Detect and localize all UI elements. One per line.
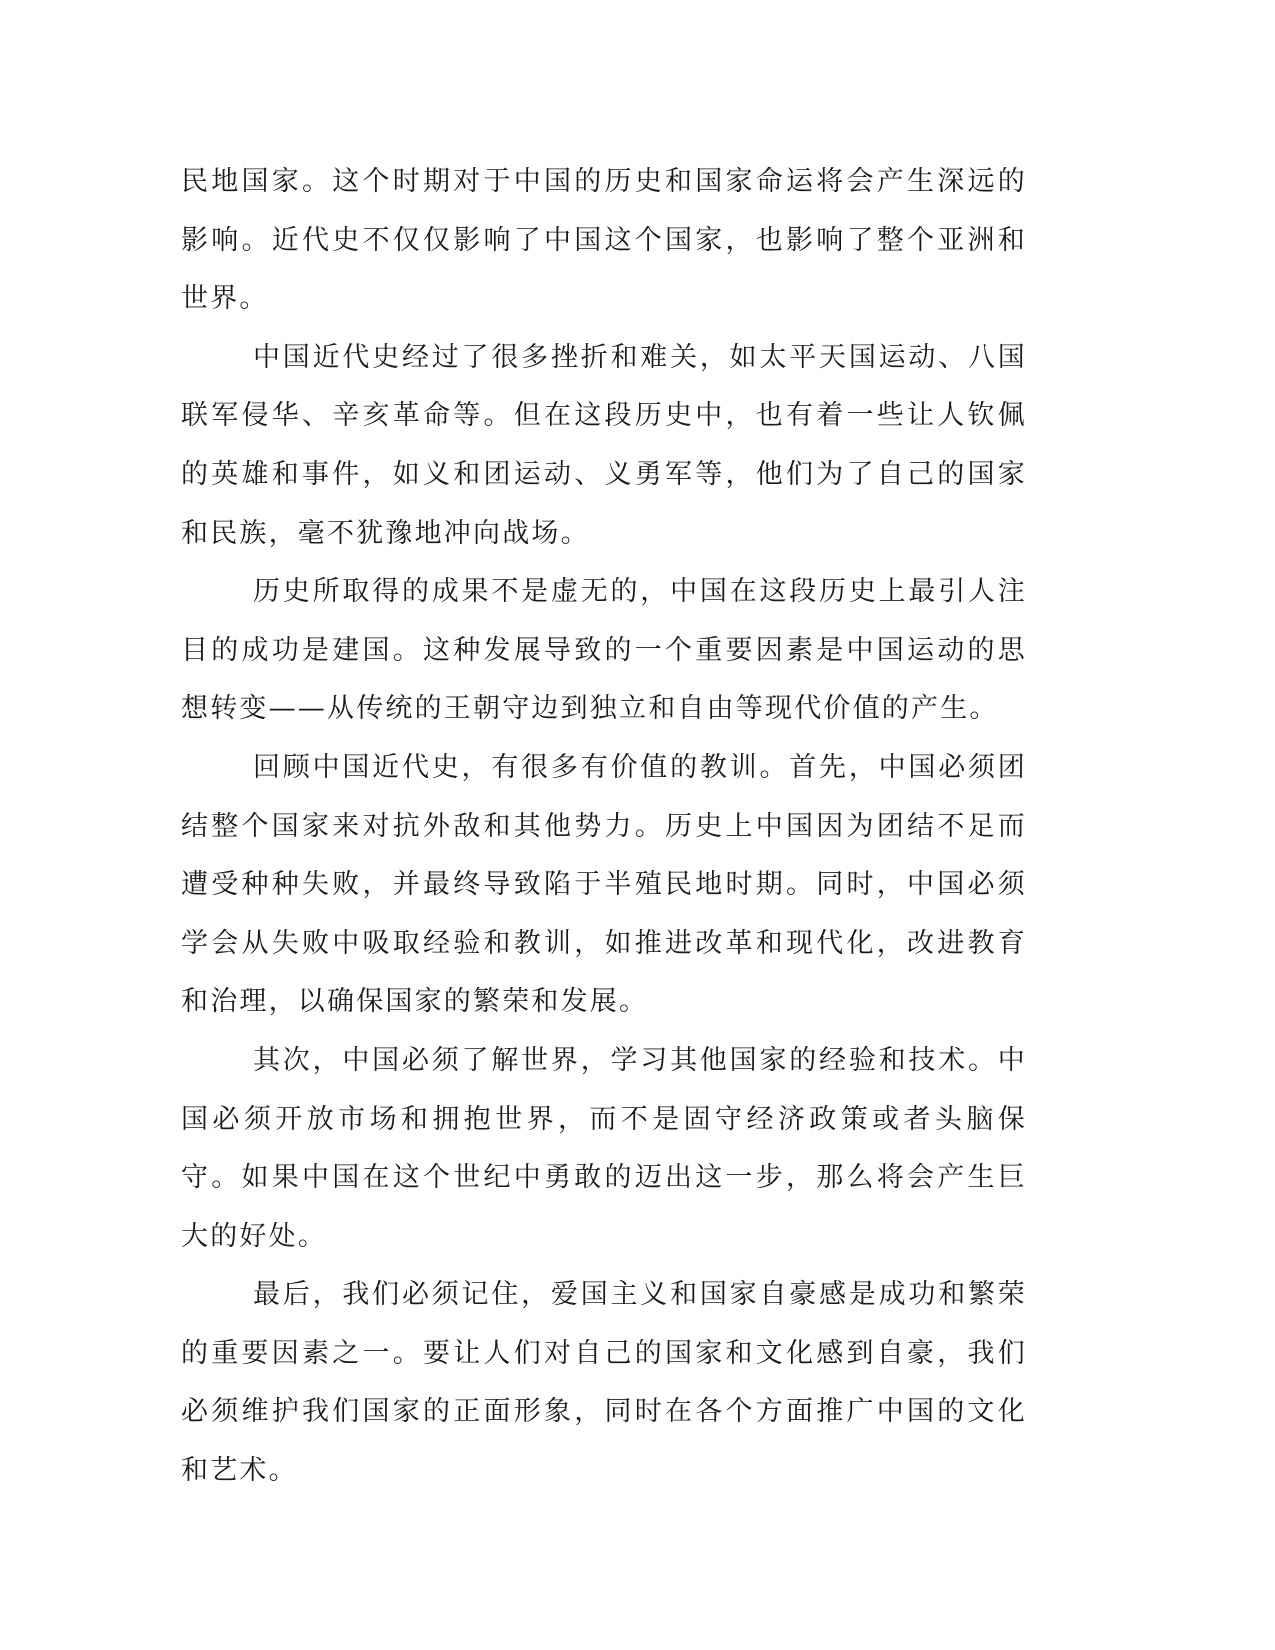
document-body [181, 153, 1027, 1501]
paragraph-6: 最后，我们必须记住，爱国主义和国家自豪感是成功和繁荣的重要因素之一。要让人们对自己的国家和文化感到自豪，我们必须维护我们国家的正面形象，同时在各个方面推广中国的文化和艺术。 [181, 1279, 1027, 1487]
paragraph-4: 回顾中国近代史，有很多有价值的教训。首先，中国必须团结整个国家来对抗外敌和其他势力。历史上中国因为团结不足而遭受种种失败，并最终导致陷于半殖民地时期。同时，中国必须学会从失败中吸取经验和教训，如推进改革和现代化，改进教育和治理，以确保国家的繁荣和发展。 [181, 751, 1027, 1018]
paragraph-5: 其次，中国必须了解世界，学习其他国家的经验和技术。中国必须开放市场和拥抱世界，而不是固守经济政策或者头脑保守。如果中国在这个世纪中勇敢的迈出这一步，那么将会产生巨大的好处。 [181, 1044, 1027, 1252]
paragraph-1: 民地国家。这个时期对于中国的历史和国家命运将会产生深远的影响。近代史不仅仅影响了中国这个国家，也影响了整个亚洲和世界。 [181, 166, 1027, 315]
paragraph-3: 历史所取得的成果不是虚无的，中国在这段历史上最引人注目的成功是建国。这种发展导致的一个重要因素是中国运动的思想转变——从传统的王朝守边到独立和自由等现代价值的产生。 [181, 576, 1027, 725]
paragraph-2: 中国近代史经过了很多挫折和难关，如太平天国运动、八国联军侵华、辛亥革命等。但在这段历史中，也有着一些让人钦佩的英雄和事件，如义和团运动、义勇军等，他们为了自己的国家和民族，毫不犹豫地冲向战场。 [181, 341, 1027, 549]
